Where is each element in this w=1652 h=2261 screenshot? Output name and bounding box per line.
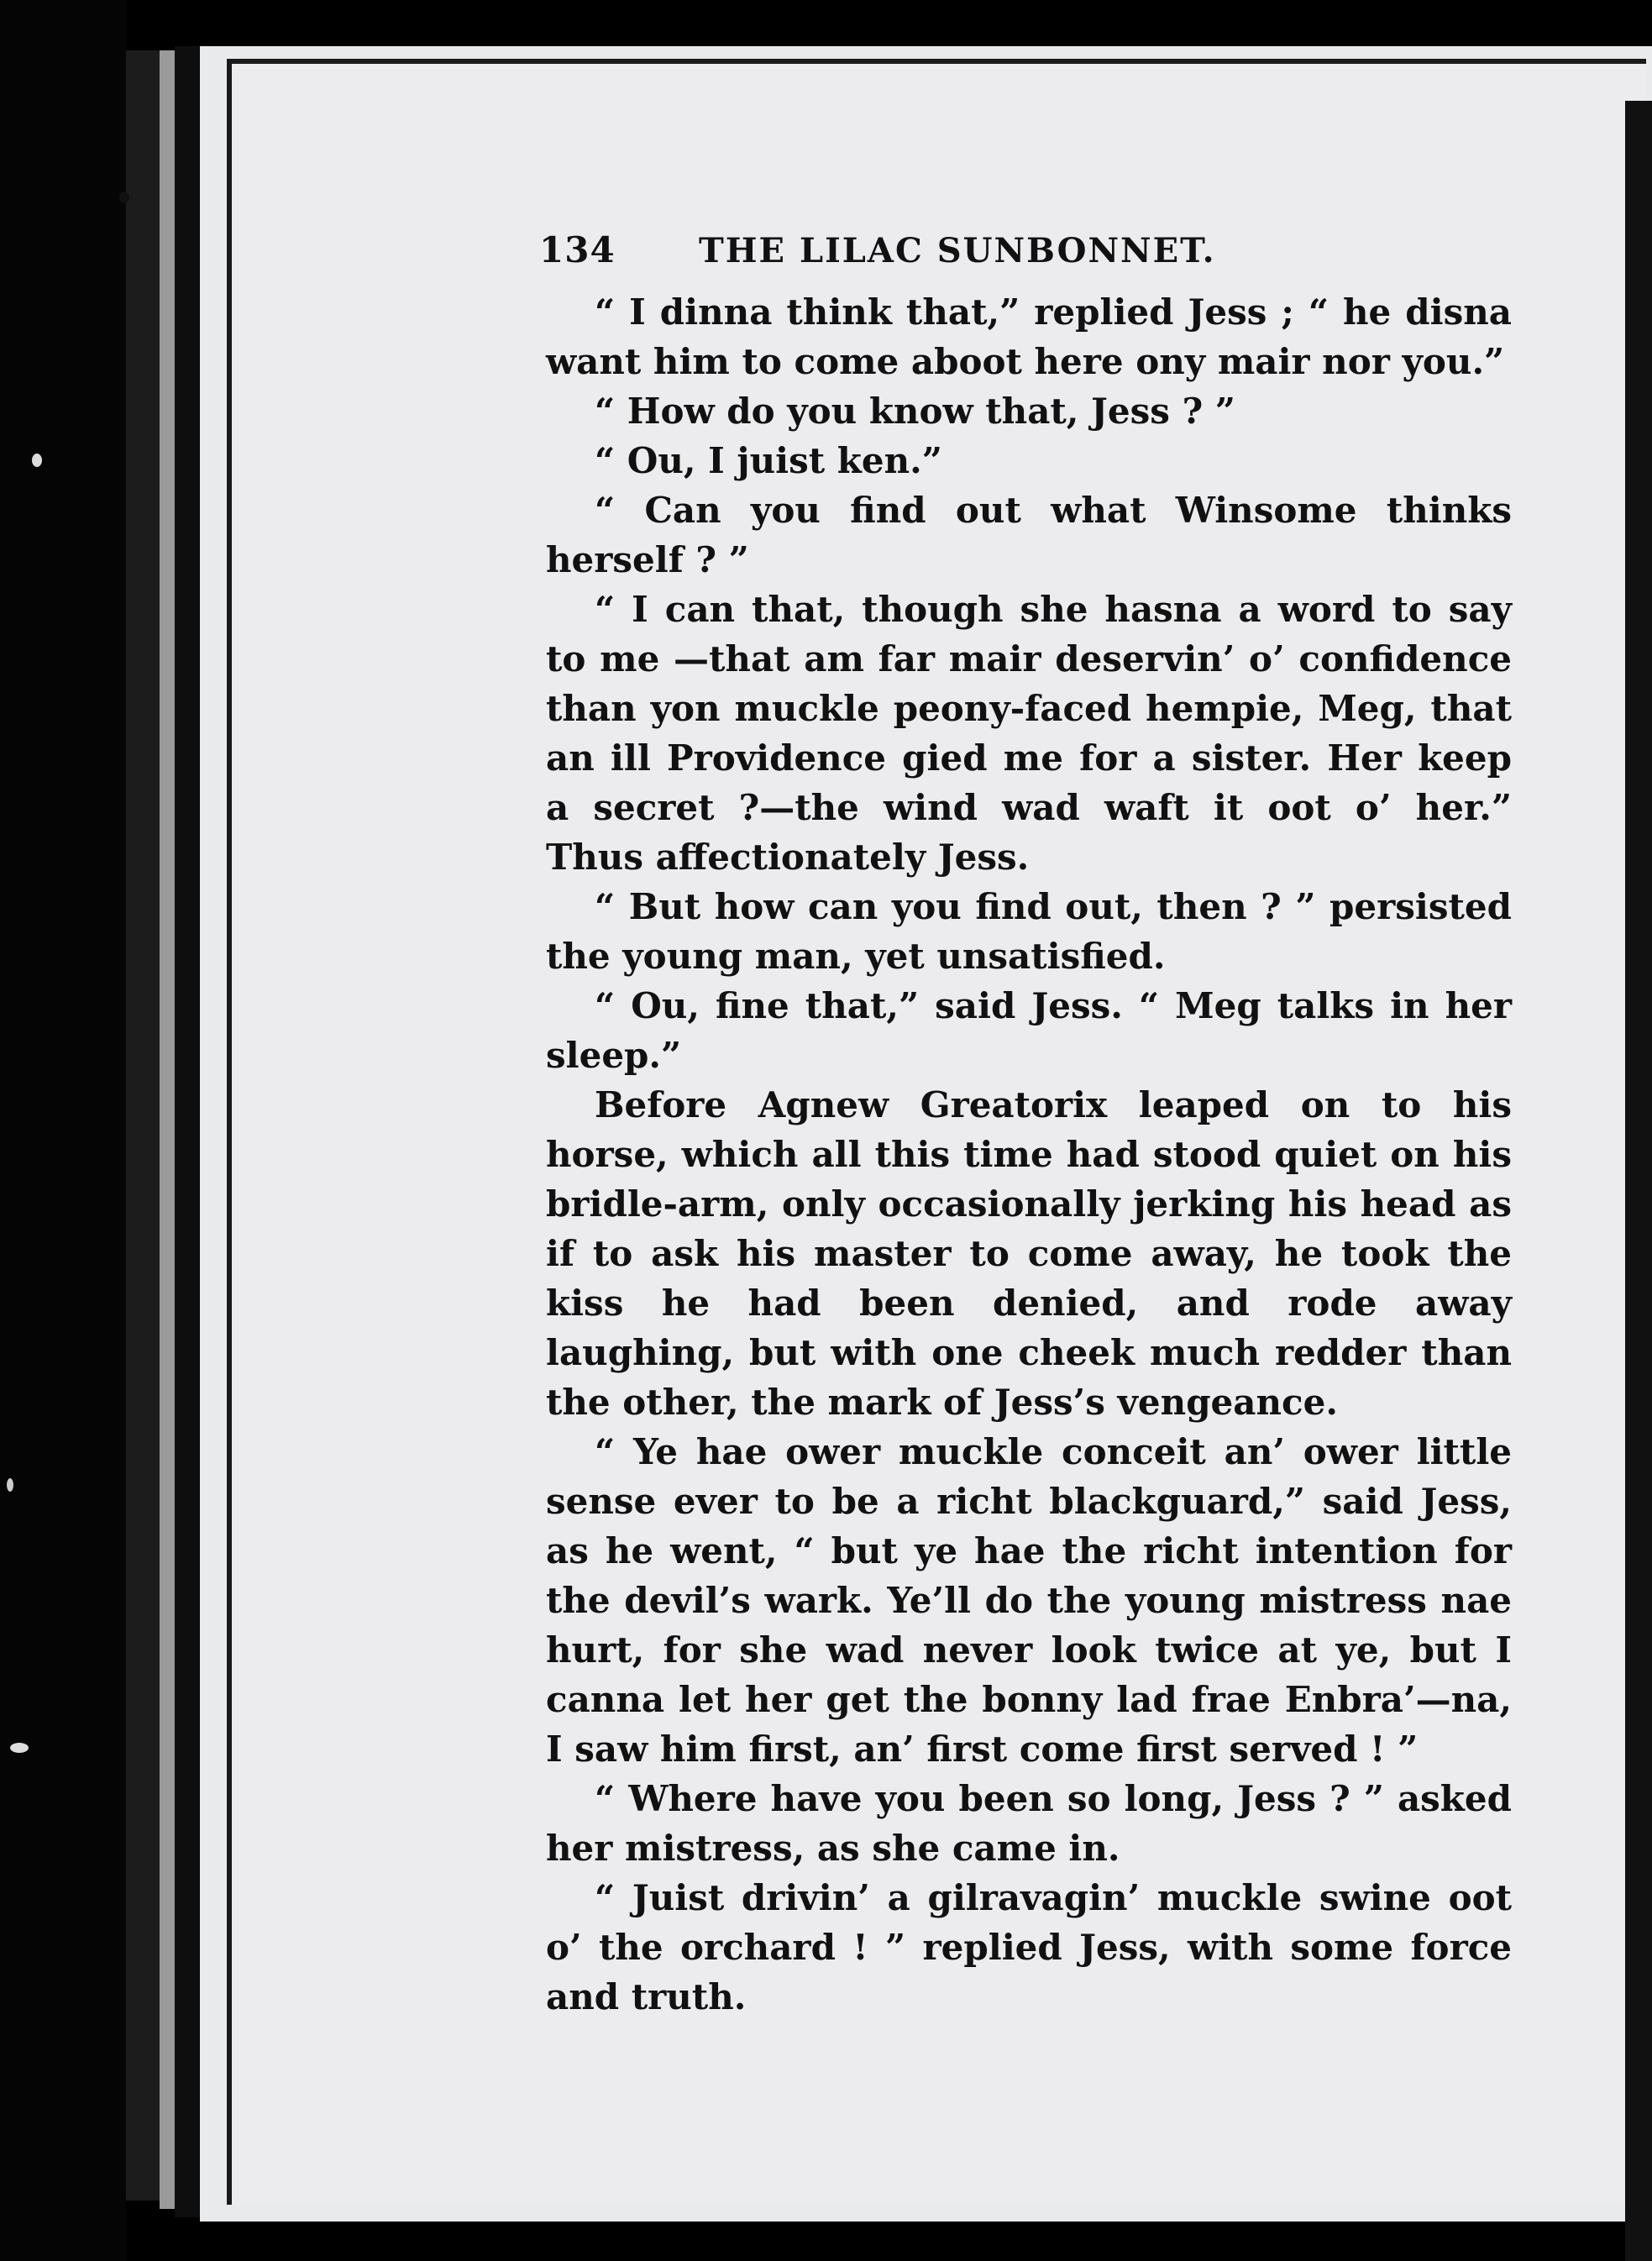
binding-gutter xyxy=(175,46,200,2217)
scan-speck xyxy=(119,191,129,203)
page-text xyxy=(539,225,1512,2022)
scan-speck xyxy=(7,1478,13,1492)
paragraph: “ Ye hae ower muckle conceit an’ ower little sense ever to be a richt blackguard,” said Jess, as he went, “ but ye hae the richt intention for the devil’s wark. Ye’ll do the young mistress nae hurt, for she wad never look twice at ye, but I canna let her get the bonny lad frae Enbra’—na, I saw him first, an’ first come first served ! ” xyxy=(546,1431,1512,1770)
running-head xyxy=(539,225,1512,287)
scan-right-edge xyxy=(1625,101,1652,2261)
scan-speck xyxy=(32,454,42,467)
paragraph: “ I can that, though she hasna a word to say to me —that am far mair deservin’ o’ confidence than yon muckle peony-faced hempie, Meg, that an ill Providence gied me for a sister. Her keep a secret ?—the wind wad waft it oot o’ her.” Thus affectionately Jess. xyxy=(546,589,1512,878)
binding-shadow xyxy=(0,0,126,2261)
paragraph: “ Juist drivin’ a gilravagin’ muckle swine oot o’ the orchard ! ” replied Jess, with some force and truth. xyxy=(546,1877,1512,2017)
scan-speck xyxy=(10,1743,29,1753)
paragraph: “ I dinna think that,” replied Jess ; “ he disna want him to come aboot here ony mair nor you.” xyxy=(546,291,1512,382)
paragraph: “ But how can you find out, then ? ” persisted the young man, yet unsatisfied. xyxy=(546,886,1512,977)
paragraph: “ Ou, fine that,” said Jess. “ Meg talks in her sleep.” xyxy=(546,985,1512,1076)
running-title: THE LILAC SUNBONNET. xyxy=(699,231,1216,270)
page-stack-edge xyxy=(160,50,175,2209)
paragraph: “ How do you know that, Jess ? ” xyxy=(595,391,1235,432)
paragraph: “ Ou, I juist ken.” xyxy=(595,440,942,481)
binding-edge xyxy=(126,50,160,2201)
page-number: 134 xyxy=(539,229,616,270)
paragraph: Before Agnew Greatorix leaped on to his horse, which all this time had stood quiet on his bridle-arm, only occasionally jerking his head as if to ask his master to come away, he took the kiss he had been denied, and rode away laughing, but with one cheek much redder than the other, the mark of Jess’s vengeance. xyxy=(546,1084,1512,1423)
paragraph: “ Where have you been so long, Jess ? ” asked her mistress, as she came in. xyxy=(546,1778,1512,1869)
paragraph: “ Can you find out what Winsome thinks herself ? ” xyxy=(546,490,1512,580)
